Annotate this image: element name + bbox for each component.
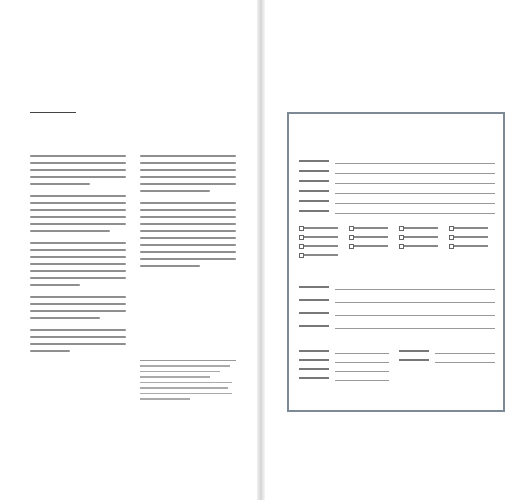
form-row (299, 350, 389, 355)
paragraph (140, 155, 236, 192)
form-row (299, 377, 389, 382)
positive-heading (289, 268, 503, 273)
right-page (265, 0, 520, 500)
defects-heading (289, 144, 503, 149)
section-label (30, 98, 80, 109)
form-row (299, 200, 495, 205)
form-row (399, 350, 495, 355)
form-row (299, 286, 495, 291)
descriptor-row (299, 253, 495, 258)
form-row (299, 210, 495, 215)
descriptor-row (299, 235, 495, 240)
body-column-right (140, 155, 236, 277)
section-rule (30, 112, 76, 113)
book-gutter (257, 0, 265, 500)
paragraph (30, 329, 126, 352)
paragraph (30, 242, 126, 286)
body-column-left (30, 155, 126, 362)
page-number-right (488, 466, 500, 472)
descriptor-row (299, 226, 495, 231)
defects-subheading (289, 150, 503, 154)
form-row (299, 325, 495, 330)
form-row (299, 190, 495, 195)
form-row (299, 359, 389, 364)
positive-subheading (289, 274, 503, 278)
form-row (299, 312, 495, 317)
form-row (299, 299, 495, 304)
form-row (399, 359, 495, 364)
page-number-left (30, 466, 42, 472)
form-title (289, 122, 503, 128)
paragraph (140, 202, 236, 267)
image-caption (140, 360, 236, 404)
paragraph (30, 195, 126, 232)
form-row (299, 368, 389, 373)
tasting-form (287, 112, 505, 412)
descriptor-row (299, 244, 495, 249)
form-subtitle (289, 129, 503, 134)
form-row (299, 170, 495, 175)
form-row (299, 180, 495, 185)
page-title (30, 120, 220, 142)
form-row (299, 160, 495, 165)
left-page (0, 0, 258, 500)
paragraph (30, 155, 126, 185)
paragraph (30, 296, 126, 319)
